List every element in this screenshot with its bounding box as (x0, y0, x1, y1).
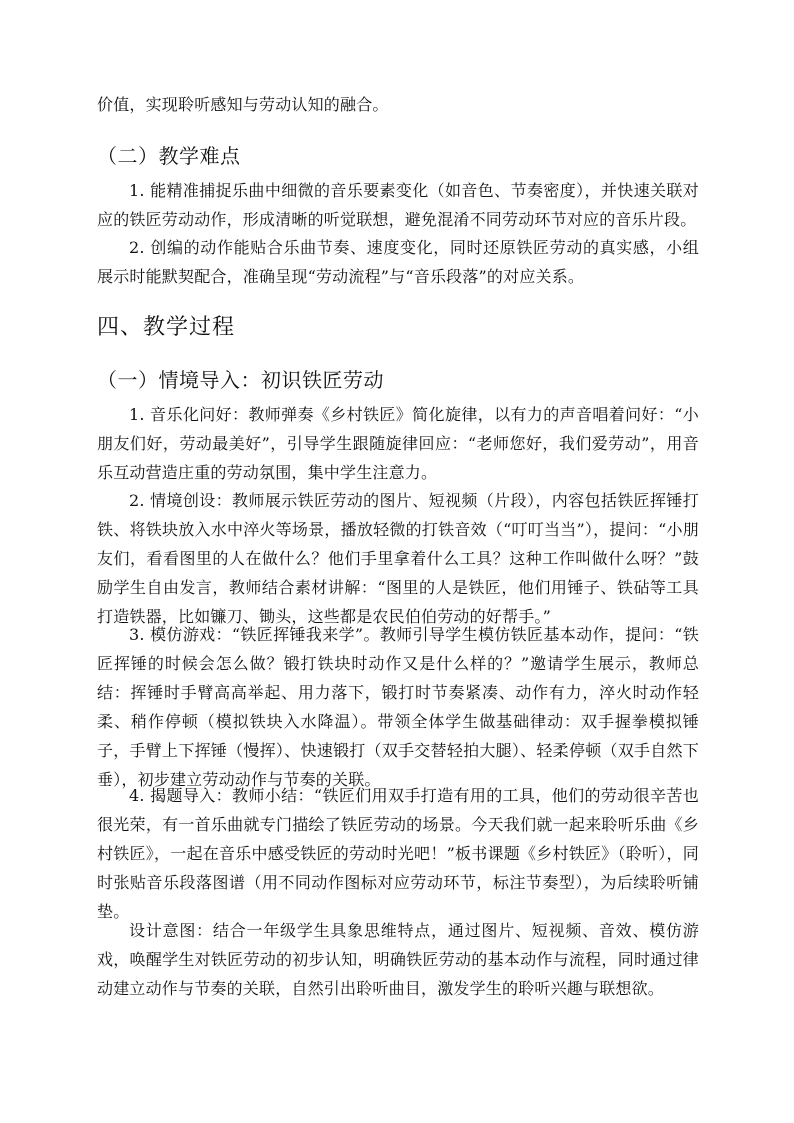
process-item-2: 2. 情境创设：教师展示铁匠劳动的图片、短视频（片段），内容包括铁匠挥锤打铁、将铁块放入水中淬火等场景，播放轻微的打铁音效（“叮叮当当”），提问：“小朋友们，看看图里的人在做什么？他们手里拿着什么工具？这种工作叫做什么呀？”鼓励学生自由发言，教师结合素材讲解：“图里的人是铁匠，他们用锤子、铁砧等工具打造铁器，比如镰刀、锄头，这些都是农民伯伯劳动的好帮手。” (97, 491, 699, 626)
difficulty-item-1: 1. 能精准捕捉乐曲中细微的音乐要素变化（如音色、节奏密度），并快速关联对应的铁匠劳动动作，形成清晰的听觉联想，避免混淆不同劳动环节对应的音乐片段。 (97, 181, 699, 229)
process-item-3: 3. 模仿游戏：“铁匠挥锤我来学”。教师引导学生模仿铁匠基本动作，提问：“铁匠挥锤的时候会怎么做？锻打铁块时动作又是什么样的？”邀请学生展示，教师总结：挥锤时手臂高高举起、用力落下，锻打时节奏紧凑、动作有力，淬火时动作轻柔、稍作停顿（模拟铁块入水降温）。带领全体学生做基础律动：双手握拳模拟锤子，手臂上下挥锤（慢挥）、快速锻打（双手交替轻拍大腿）、轻柔停顿（双手自然下垂），初步建立劳动动作与节奏的关联。 (97, 625, 699, 789)
section-heading-difficulty: （二）教学难点 (97, 144, 241, 168)
difficulty-item-2: 2. 创编的动作能贴合乐曲节奏、速度变化，同时还原铁匠劳动的真实感，小组展示时能默契配合，准确呈现“劳动流程”与“音乐段落”的对应关系。 (97, 238, 699, 286)
subsection-heading-intro: （一）情境导入：初识铁匠劳动 (97, 368, 384, 392)
design-intent-paragraph: 设计意图：结合一年级学生具象思维特点，通过图片、短视频、音效、模仿游戏，唤醒学生对铁匠劳动的初步认知，明确铁匠劳动的基本动作与流程，同时通过律动建立动作与节奏的关联，自然引出聆听曲目，激发学生的聆听兴趣与联想欲。 (97, 921, 699, 998)
process-item-1: 1. 音乐化问好：教师弹奏《乡村铁匠》简化旋律，以有力的声音唱着问好：“小朋友们好，劳动最美好”，引导学生跟随旋律回应：“老师您好，我们爱劳动”，用音乐互动营造庄重的劳动氛围，集中学生注意力。 (97, 405, 699, 482)
process-item-4: 4. 揭题导入：教师小结：“铁匠们用双手打造有用的工具，他们的劳动很辛苦也很光荣，有一首乐曲就专门描绘了铁匠劳动的场景。今天我们就一起来聆听乐曲《乡村铁匠》，一起在音乐中感受铁匠的劳动时光吧！”板书课题《乡村铁匠》（聆听），同时张贴音乐段落图谱（用不同动作图标对应劳动环节，标注节奏型），为后续聆听铺垫。 (97, 786, 699, 921)
intro-paragraph: 价值，实现聆听感知与劳动认知的融合。 (97, 95, 389, 114)
section-heading-process: 四、教学过程 (97, 315, 236, 340)
